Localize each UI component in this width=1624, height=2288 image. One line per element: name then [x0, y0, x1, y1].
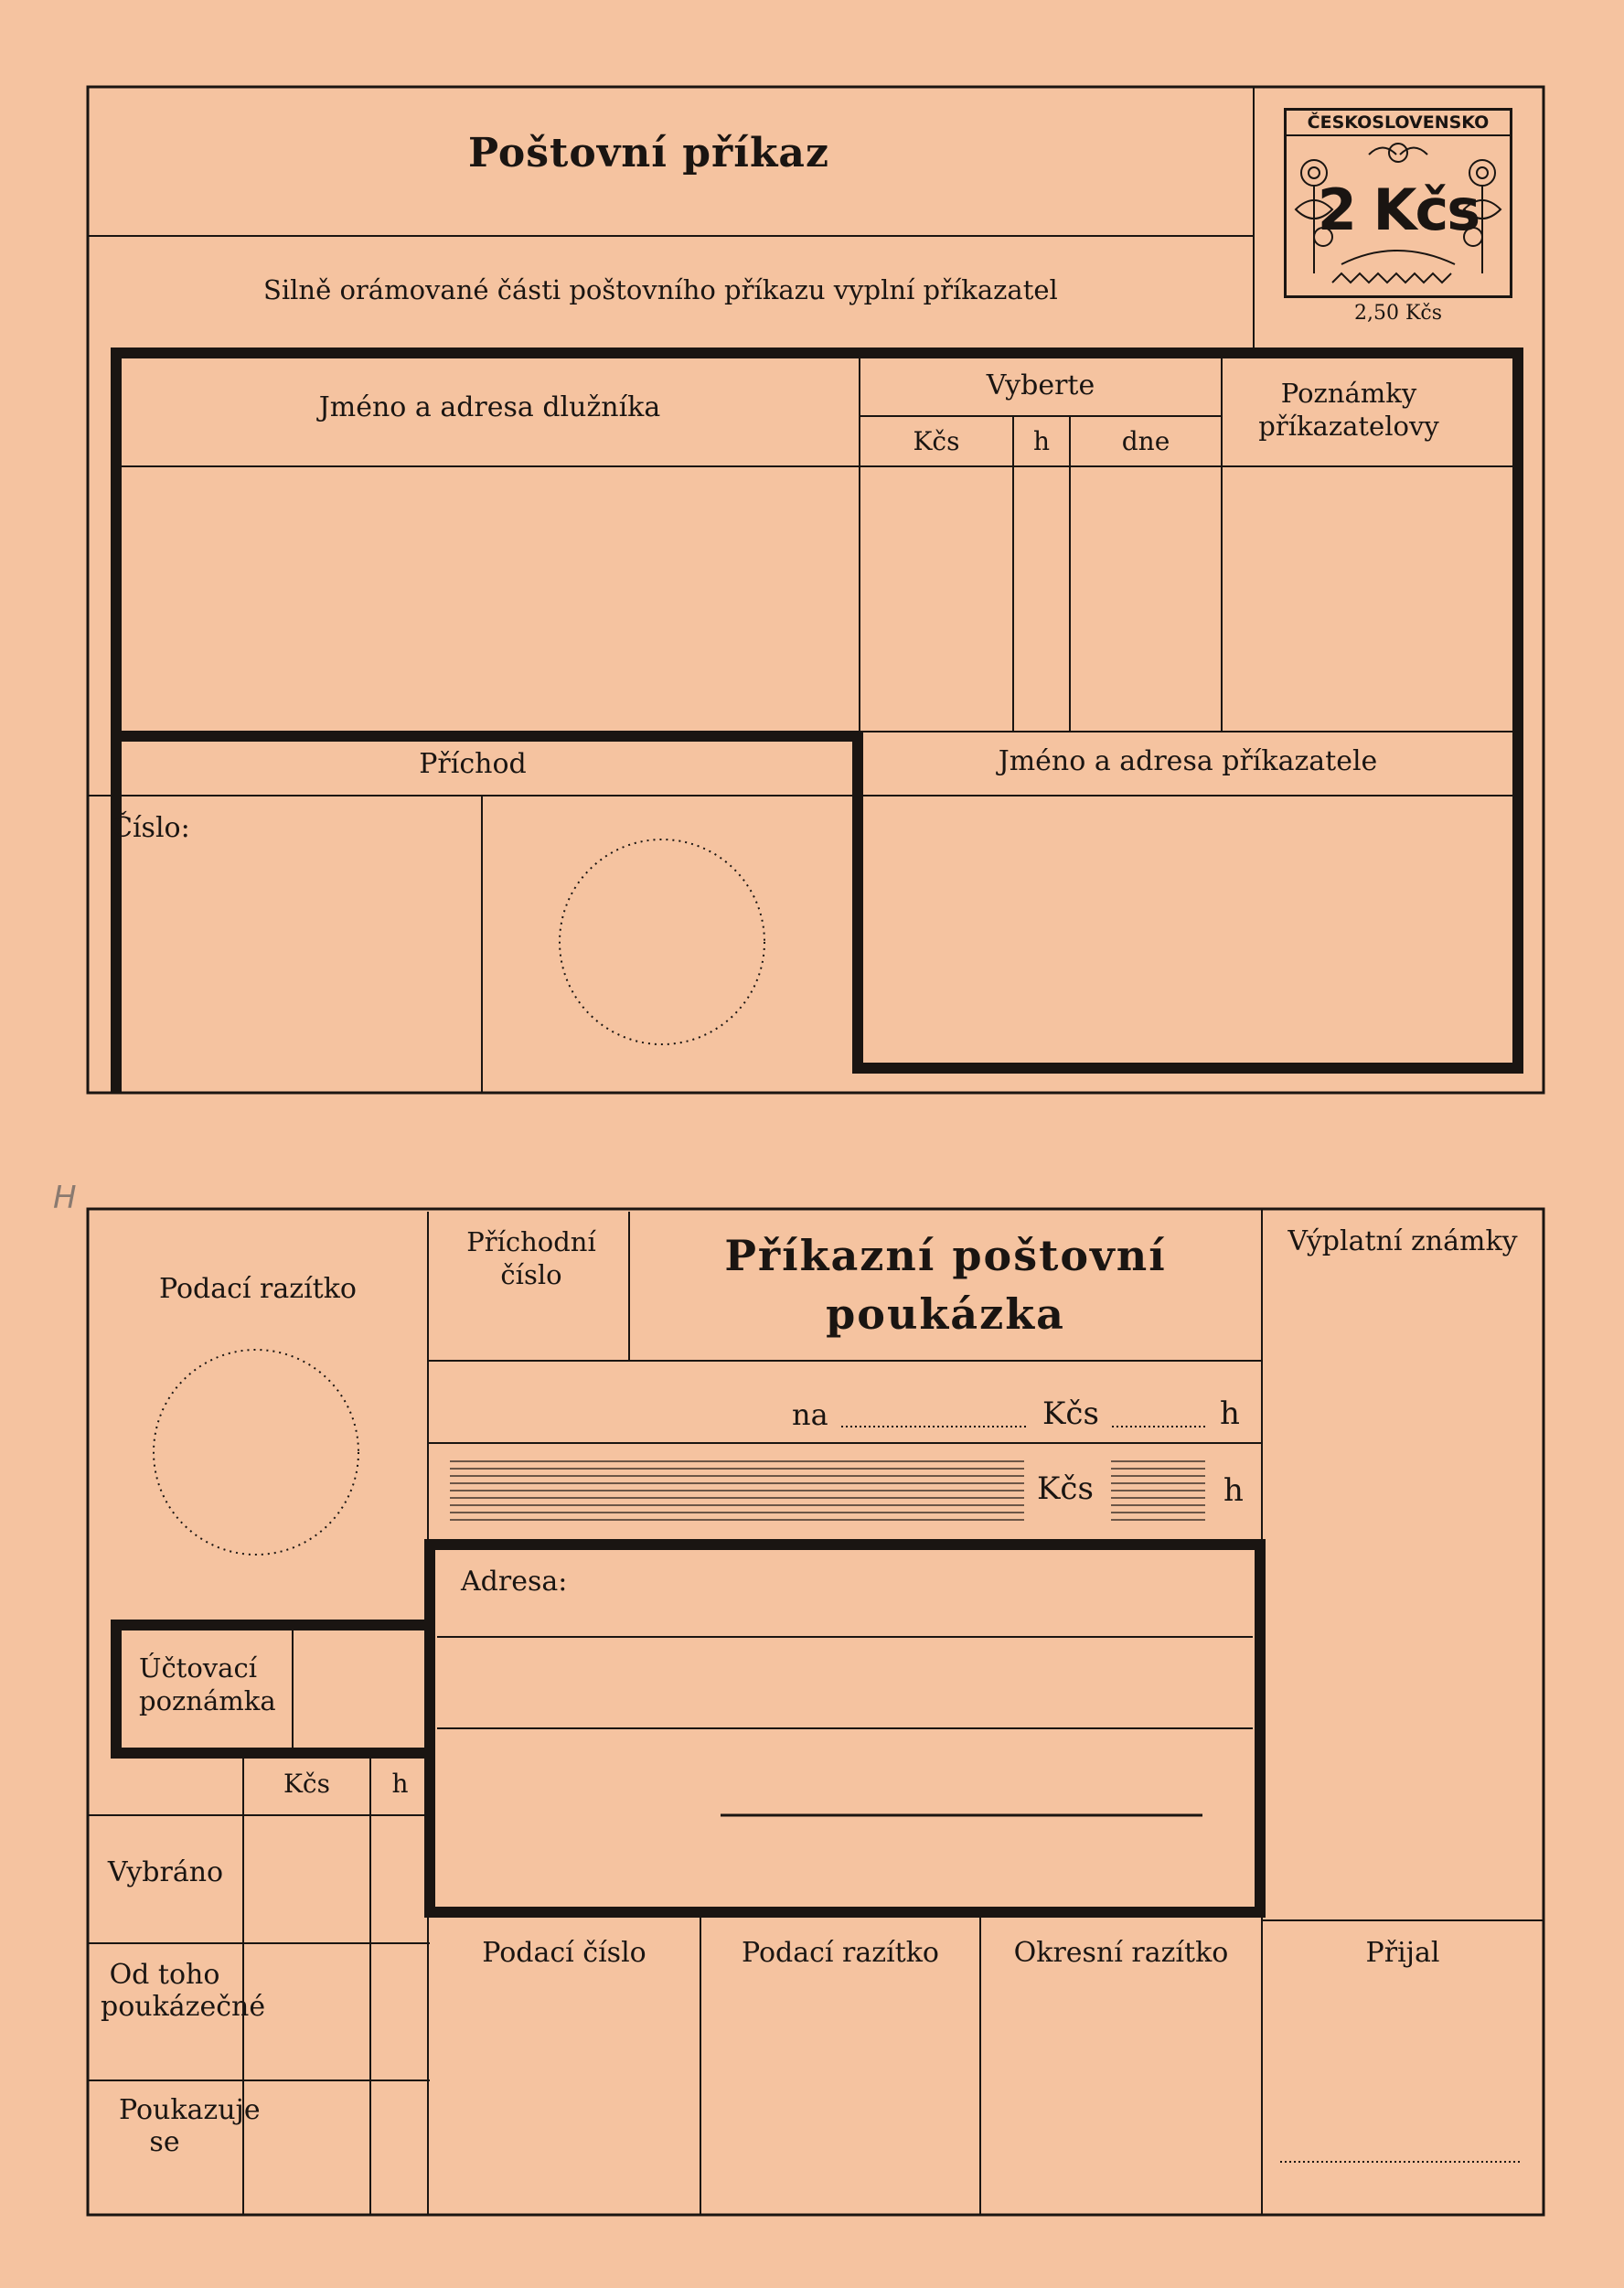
instruction-text: Silně orámované části poštovního příkazu vyplní příkazatel — [263, 274, 1058, 305]
row-of-which: Od toho poukázečné — [101, 1959, 266, 2023]
accounting-note-label: Účtovací poznámka — [139, 1652, 276, 1716]
arrival-header: Příchod — [419, 748, 527, 780]
stamp-value: 2 Kčs — [1317, 176, 1480, 243]
collect-header: Vyberte — [986, 369, 1095, 401]
sender-header: Jméno a adresa příkazatele — [998, 745, 1378, 777]
stamp-country: ČESKOSLOVENSKO — [1307, 112, 1490, 133]
address-label: Adresa: — [461, 1566, 568, 1598]
received-label: Přijal — [1365, 1937, 1440, 1969]
row-remitted: Poukazuje se — [119, 2094, 261, 2158]
form-title: Poštovní příkaz — [468, 130, 829, 176]
row-collected: Vybráno — [107, 1856, 224, 1888]
filing-stamp-label-2: Podací razítko — [742, 1937, 939, 1969]
printed-stamp — [1284, 108, 1512, 298]
col-kcs: Kčs — [913, 426, 960, 456]
postage-stamps-label: Výplatní známky — [1287, 1225, 1518, 1257]
amount-kcs-2: Kčs — [1037, 1470, 1094, 1507]
filing-stamp-label: Podací razítko — [159, 1273, 357, 1305]
amount-h-2: h — [1223, 1472, 1244, 1509]
filing-number-label: Podací číslo — [482, 1937, 646, 1969]
arrival-number-label: Příchodní číslo — [466, 1226, 596, 1290]
number-label: Číslo: — [112, 812, 190, 844]
order-title-line2: poukázka — [826, 1289, 1065, 1339]
col-h: h — [1032, 426, 1051, 456]
handwritten-mark: H — [53, 1180, 77, 1216]
lower-col-kcs: Kčs — [283, 1769, 330, 1799]
amount-h-1: h — [1220, 1395, 1240, 1432]
district-stamp-label: Okresní razítko — [1013, 1937, 1229, 1969]
amount-kcs-1: Kčs — [1042, 1395, 1099, 1432]
lower-col-h: h — [391, 1769, 409, 1799]
amount-na: na — [792, 1397, 828, 1432]
debtor-header: Jméno a adresa dlužníka — [318, 391, 661, 423]
col-dne: dne — [1121, 426, 1170, 456]
stamp-price: 2,50 Kčs — [1353, 302, 1443, 325]
order-title-line1: Příkazní poštovní — [724, 1231, 1167, 1280]
notes-header: Poznámky příkazatelovy — [1258, 378, 1439, 442]
